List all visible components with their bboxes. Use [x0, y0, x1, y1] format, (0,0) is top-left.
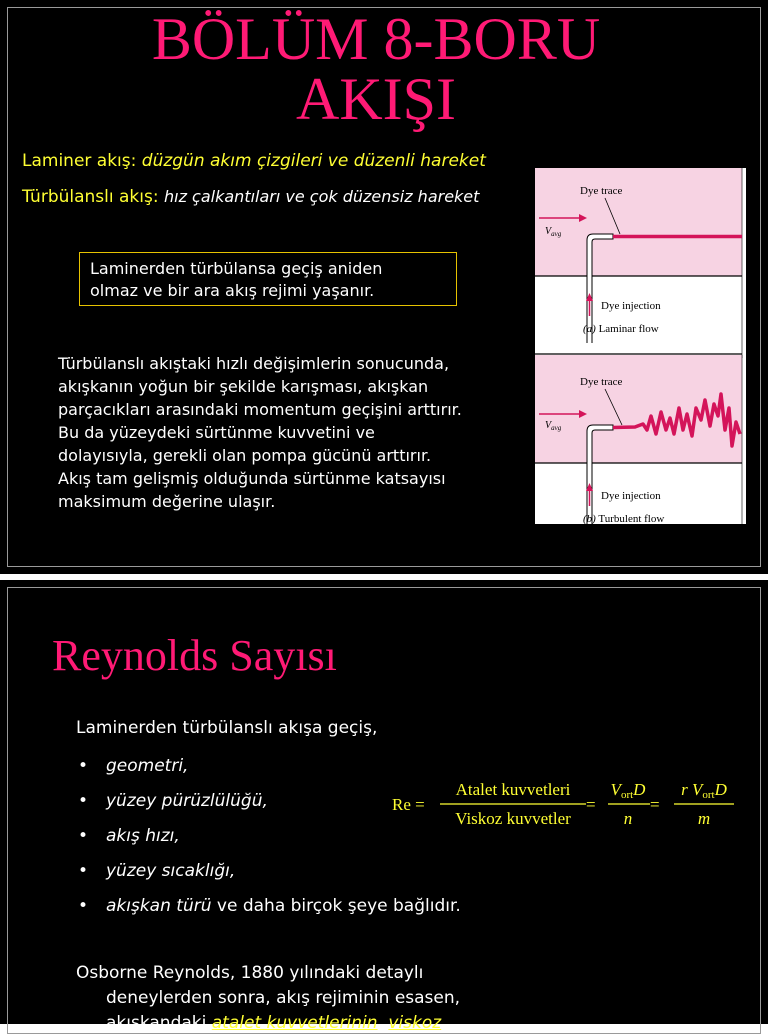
laminar-label: Laminer akış: — [22, 151, 137, 171]
turbulent-label: Türbülanslı akış: — [22, 187, 159, 207]
list-item: • akışkan türü ve daha birçok şeye bağlıdır. — [78, 896, 461, 916]
slide-title-line-1: BÖLÜM 8-BORU — [151, 6, 601, 72]
transition-note-box — [79, 252, 457, 306]
laminar-velocity-label: $V_{avg}$ — [545, 226, 562, 238]
slide-2-title: Reynolds Sayısı — [52, 631, 337, 680]
osborne-line-2: deneylerden sonra, akış rejiminin esasen, — [106, 988, 461, 1008]
list-item: • geometri, — [78, 756, 189, 776]
bullet-icon: • — [78, 896, 89, 916]
laminar-description: düzgün akım çizgileri ve düzenli hareket — [141, 151, 486, 171]
flow-figure — [535, 168, 746, 524]
slide-title-line-2: AKIŞI — [296, 66, 456, 132]
turbulent-dye-trace-label: Dye trace — [580, 376, 623, 388]
formula-lhs: Re = — [392, 795, 425, 814]
list-item: • yüzey pürüzlülüğü, — [78, 791, 268, 811]
formula-num-3: r VortD — [681, 780, 727, 801]
bullet-icon: • — [78, 861, 89, 881]
reynolds-formula — [388, 775, 738, 835]
turbulence-paragraph: Türbülanslı akıştaki hızlı değişimlerin sonucunda, akışkanın yoğun bir şekilde karışması, akışkan parçacıkları arasındaki momentum geçişini arttırır. Bu da yüzeydeki sürtünme kuvvetini ve dolayısıyla, gerekli olan pompa gücünü arttırır. Akış tam gelişmiş olduğunda sürtünme katsayısı maksimum değerine ulaşır. — [58, 354, 462, 511]
formula-den-2: n — [623, 809, 633, 828]
list-item: • yüzey sıcaklığı, — [78, 861, 236, 881]
formula-den-3: m — [697, 809, 711, 828]
laminar-panel — [535, 168, 742, 358]
transition-note-line-2: olmaz ve bir ara akış rejimi yaşanır. — [90, 281, 375, 300]
turbulent-caption: (b) Turbulent flow — [583, 513, 665, 524]
turbulent-description: hız çalkantıları ve çok düzensiz hareket — [163, 187, 480, 206]
formula-num-2: VortD — [610, 780, 646, 801]
slide-2 — [0, 580, 768, 1033]
laminar-pipe-fluid — [535, 168, 742, 276]
turbulent-definition — [22, 186, 479, 208]
transition-note-line-1: Laminerden türbülansa geçiş aniden — [90, 259, 383, 278]
osborne-line-1: Osborne Reynolds, 1880 yılındaki detaylı — [76, 963, 424, 983]
transition-intro: Laminerden türbülanslı akışa geçiş, — [76, 718, 378, 738]
bullet-icon: • — [78, 791, 89, 811]
formula-num-1: Atalet kuvvetleri — [455, 780, 571, 799]
laminar-dye-trace-label: Dye trace — [580, 185, 623, 197]
laminar-definition — [22, 150, 486, 172]
list-item: • akış hızı, — [78, 826, 180, 846]
formula-eq-3: = — [650, 795, 660, 814]
turbulent-pipe-fluid — [535, 355, 742, 463]
turbulent-velocity-label: $V_{avg}$ — [545, 420, 562, 432]
flow-figure-svg — [535, 168, 746, 524]
formula-den-1: Viskoz kuvvetler — [455, 809, 571, 828]
laminar-caption: (a) Laminar flow — [583, 323, 659, 335]
laminar-dye-injection-label: Dye injection — [601, 300, 661, 312]
osborne-line-3: akışkandaki atalet kuvvetlerinin, viskoz — [106, 1013, 442, 1033]
formula-eq-2: = — [586, 795, 596, 814]
bullet-icon: • — [78, 756, 89, 776]
turbulent-dye-injection-label: Dye injection — [601, 490, 661, 502]
turbulent-panel — [535, 355, 742, 524]
bullet-icon: • — [78, 826, 89, 846]
